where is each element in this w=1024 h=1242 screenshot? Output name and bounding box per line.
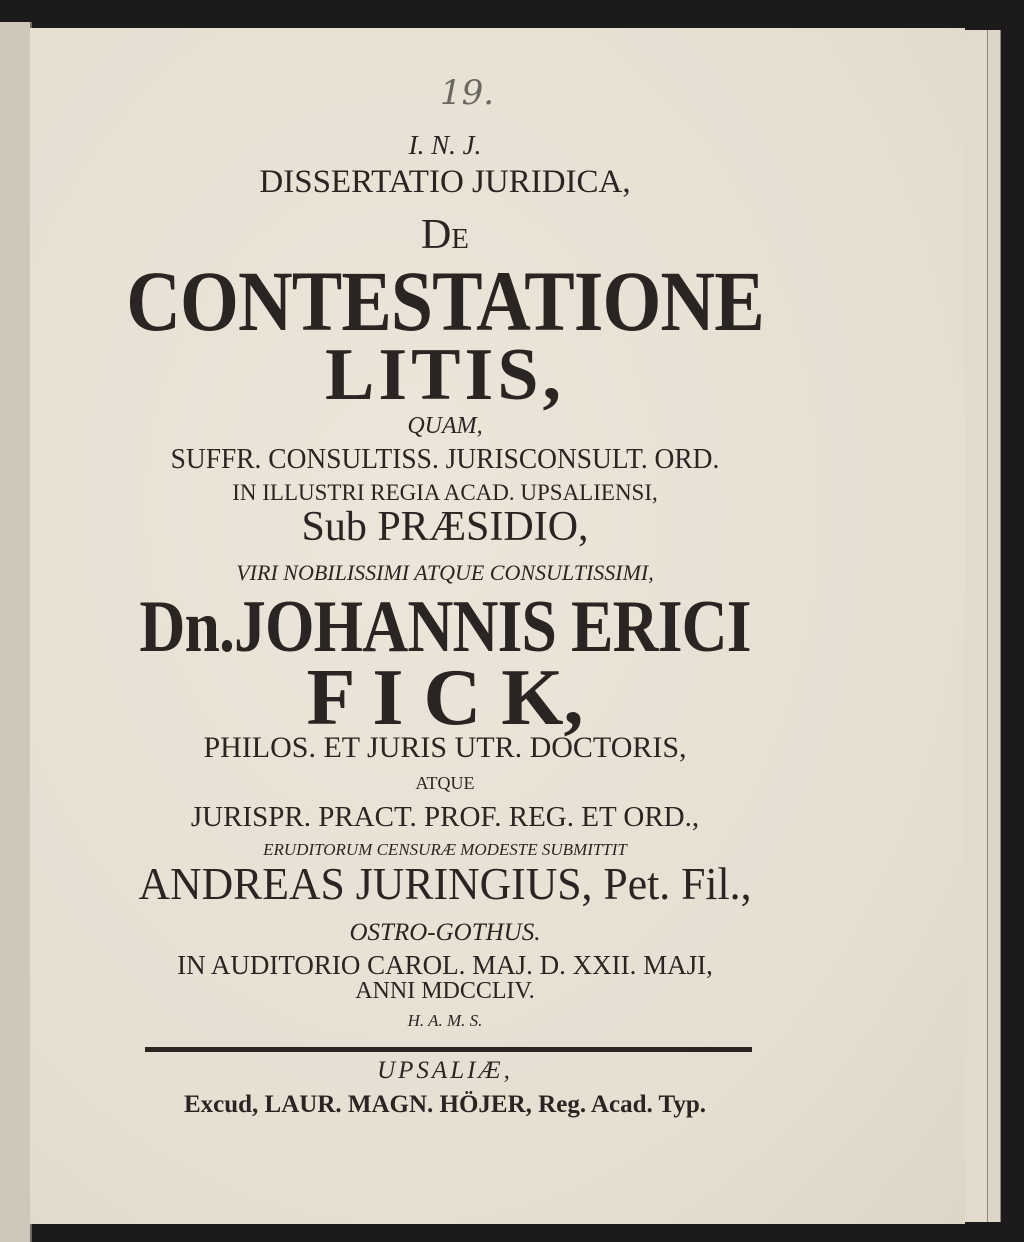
title-line-1: CONTESTATIONE bbox=[126, 253, 764, 349]
invocation: I. N. J. bbox=[408, 130, 482, 160]
horizontal-rule bbox=[145, 1047, 752, 1052]
de-line: De bbox=[420, 212, 470, 258]
year-line: ANNI MDCCLIV. bbox=[355, 978, 535, 1004]
praeses-title-line-1: PHILOS. ET JURIS UTR. DOCTORIS, bbox=[203, 731, 687, 764]
suffragio-line: SUFFR. CONSULTISS. JURISCONSULT. ORD. bbox=[170, 444, 720, 475]
handwritten-page-number: 19. bbox=[440, 73, 495, 113]
praeses-name-line-2: F I C K, bbox=[306, 654, 584, 742]
title-line-2: LITIS, bbox=[325, 334, 565, 416]
printer-line: Excud, LAUR. MAGN. HÖJER, Reg. Acad. Typ. bbox=[183, 1091, 707, 1118]
praeses-title-line-2: JURISPR. PRACT. PROF. REG. ET ORD., bbox=[190, 801, 700, 833]
viri-line: VIRI NOBILISSIMI ATQUE CONSULTISSIMI, bbox=[236, 560, 654, 585]
praeses-name-line-1: Dn.JOHANNIS ERICI bbox=[139, 586, 751, 668]
hams-line: H. A. M. S. bbox=[407, 1011, 483, 1030]
place-line: UPSALIÆ, bbox=[377, 1057, 513, 1084]
venue-line: IN AUDITORIO CAROL. MAJ. D. XXII. MAJI, bbox=[177, 950, 713, 980]
sub-praesidio-line: Sub PRÆSIDIO, bbox=[301, 504, 589, 550]
academy-line: IN ILLUSTRI REGIA ACAD. UPSALIENSI, bbox=[232, 480, 658, 505]
title-page bbox=[30, 28, 965, 1224]
respondent-line: ANDREAS JURINGIUS, Pet. Fil., bbox=[138, 858, 752, 909]
submittit-line: ERUDITORUM CENSURÆ MODESTE SUBMITTIT bbox=[263, 840, 627, 859]
genre-line: DISSERTATIO JURIDICA, bbox=[259, 164, 631, 200]
facing-page-edge bbox=[0, 22, 32, 1242]
origin-line: OSTRO-GOTHUS. bbox=[349, 919, 541, 946]
quam-line: QUAM, bbox=[407, 413, 483, 439]
atque-line: ATQUE bbox=[415, 773, 475, 793]
